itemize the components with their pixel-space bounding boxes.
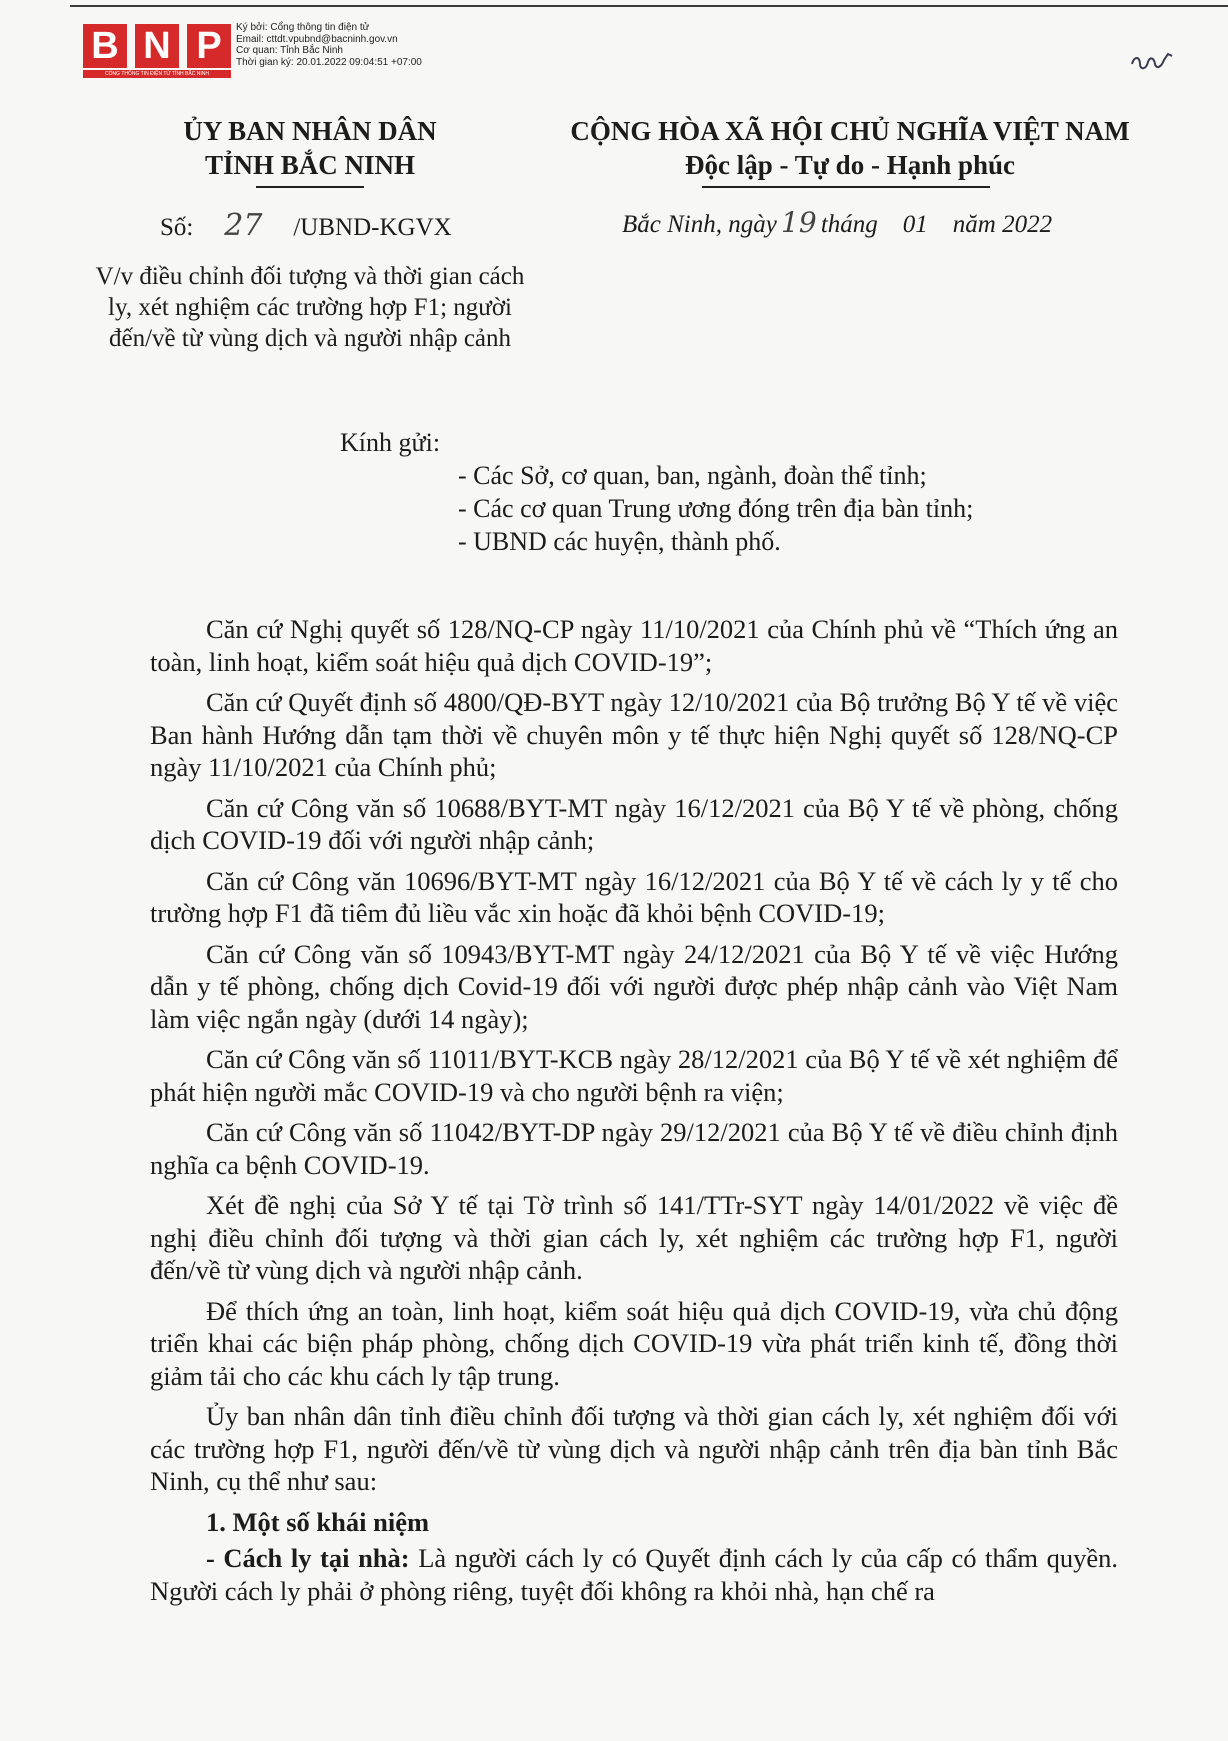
logo-letter-b: B — [83, 24, 127, 68]
number-suffix: /UBND-KGVX — [293, 214, 452, 241]
document-date — [622, 206, 1052, 239]
agency-line1: ỦY BAN NHÂN DÂN — [183, 116, 437, 146]
body-paragraph: Ủy ban nhân dân tỉnh điều chỉnh đối tượng và thời gian cách ly, xét nghiệm đối với các trường hợp F1, người đến/về từ vùng dịch và người nhập cảnh trên địa bàn tỉnh Bắc Ninh, cụ thể như sau: — [150, 1401, 1118, 1496]
bnp-logo — [83, 24, 231, 78]
signature-line: Cơ quan: Tỉnh Bắc Ninh — [236, 45, 343, 56]
document-body — [150, 613, 1118, 1607]
body-paragraph: Căn cứ Công văn số 10943/BYT-MT ngày 24/12/2021 của Bộ Y tế về việc Hướng dẫn y tế phòng, chống dịch Covid-19 đối với người được phép nhập cảnh vào Việt Nam làm việc ngắn ngày (dưới 14 ngày); — [150, 938, 1118, 1034]
body-paragraph: Căn cứ Công văn số 11042/BYT-DP ngày 29/12/2021 của Bộ Y tế về điều chỉnh định nghĩa ca bệnh COVID-19. — [150, 1117, 1118, 1180]
body-paragraph: Căn cứ Quyết định số 4800/QĐ-BYT ngày 12/10/2021 của Bộ trưởng Bộ Y tế về việc Ban hành Hướng dẫn tạm thời về chuyên môn y tế thực hiện Nghị quyết số 128/NQ-CP ngày 11/10/2021 của Chính phủ; — [150, 687, 1118, 782]
signature-line: Email: cttdt.vpubnd@bacninh.gov.vn — [236, 33, 398, 45]
logo-letter-n: N — [135, 24, 179, 68]
definition-text: Là người cách ly có Quyết định cách ly của cấp có thẩm quyền. Người cách ly phải ở phòng riêng, tuyệt đối không ra khỏi nhà, hạn chế ra — [150, 1543, 1118, 1606]
subject-line: đến/về từ vùng dịch và người nhập cảnh — [108, 325, 512, 352]
top-border — [70, 5, 1228, 7]
body-paragraph: Căn cứ Nghị quyết số 128/NQ-CP ngày 11/10/2021 của Chính phủ về “Thích ứng an toàn, linh hoạt, kiểm soát hiệu quả dịch COVID-19”; — [150, 614, 1118, 677]
agency-line2: TỈNH BẮC NINH — [204, 150, 416, 180]
recipients-list — [458, 459, 973, 558]
date-month: 01 — [902, 211, 928, 238]
body-paragraph: Căn cứ Công văn số 11011/BYT-KCB ngày 28/12/2021 của Bộ Y tế về xét nghiệm để phát hiện người mắc COVID-19 và cho người bệnh ra viện; — [150, 1044, 1118, 1107]
logo-caption: CỔNG THÔNG TIN ĐIỆN TỬ TỈNH BẮC NINH — [83, 70, 231, 78]
number-prefix: Số: — [160, 214, 194, 241]
body-paragraph: Xét đề nghị của Sở Y tế tại Tờ trình số 141/TTr-SYT ngày 14/01/2022 về việc đề nghị điều chỉnh đối tượng và thời gian cách ly, xét nghiệm các trường hợp F1, người đến/về từ vùng dịch và người nhập cảnh. — [150, 1190, 1118, 1285]
subject-line: ly, xét nghiệm các trường hợp F1; người — [108, 294, 512, 321]
nation-underline — [702, 186, 990, 188]
signature-line: Ký bởi: Cổng thông tin điện tử — [236, 22, 370, 33]
number-handwritten: 27 — [224, 208, 263, 243]
section-heading: 1. Một số khái niệm — [206, 1506, 430, 1537]
signature-line: Thời gian ký: 20.01.2022 09:04:51 +07:00 — [236, 56, 422, 68]
document-number — [160, 208, 452, 243]
definition-paragraph — [150, 1542, 1118, 1607]
recipients-label: Kính gửi: — [340, 428, 441, 457]
body-paragraph: Căn cứ Công văn số 10688/BYT-MT ngày 16/12/2021 của Bộ Y tế về phòng, chống dịch COVID-19 đối với người nhập cảnh; — [150, 792, 1118, 855]
date-month-label: tháng — [820, 211, 878, 238]
agency-header — [150, 114, 470, 182]
nation-header — [560, 114, 1140, 182]
date-day-handwritten: 19 — [781, 206, 817, 239]
nation-line1: CỘNG HÒA XÃ HỘI CHỦ NGHĨA VIỆT NAM — [570, 116, 1130, 146]
agency-underline — [256, 186, 364, 188]
document-subject — [80, 261, 540, 354]
definition-term: - Cách ly tại nhà: — [206, 1543, 410, 1573]
digital-signature-info — [236, 22, 422, 68]
recipient-item: - Các cơ quan Trung ương đóng trên địa bàn tỉnh; — [458, 494, 974, 523]
subject-line: V/v điều chỉnh đối tượng và thời gian cách — [95, 263, 525, 290]
body-paragraph: Để thích ứng an toàn, linh hoạt, kiểm soát hiệu quả dịch COVID-19, vừa chủ động triển khai các biện pháp phòng, chống dịch COVID-19 vừa phát triển kinh tế, đồng thời giảm tải cho các khu cách ly tập trung. — [150, 1295, 1118, 1391]
date-prefix: Bắc Ninh, ngày — [622, 211, 777, 238]
recipient-item: - Các Sở, cơ quan, ban, ngành, đoàn thể tỉnh; — [458, 461, 927, 490]
logo-letter-p: P — [187, 24, 231, 68]
date-year: năm 2022 — [952, 211, 1053, 238]
recipient-item: - UBND các huyện, thành phố. — [458, 527, 781, 556]
nation-line2: Độc lập - Tự do - Hạnh phúc — [684, 150, 1016, 180]
handwritten-initial-mark — [1128, 48, 1176, 74]
body-paragraph: Căn cứ Công văn 10696/BYT-MT ngày 16/12/2021 của Bộ Y tế về cách ly y tế cho trường hợp F1 đã tiêm đủ liều vắc xin hoặc đã khỏi bệnh COVID-19; — [150, 865, 1118, 928]
